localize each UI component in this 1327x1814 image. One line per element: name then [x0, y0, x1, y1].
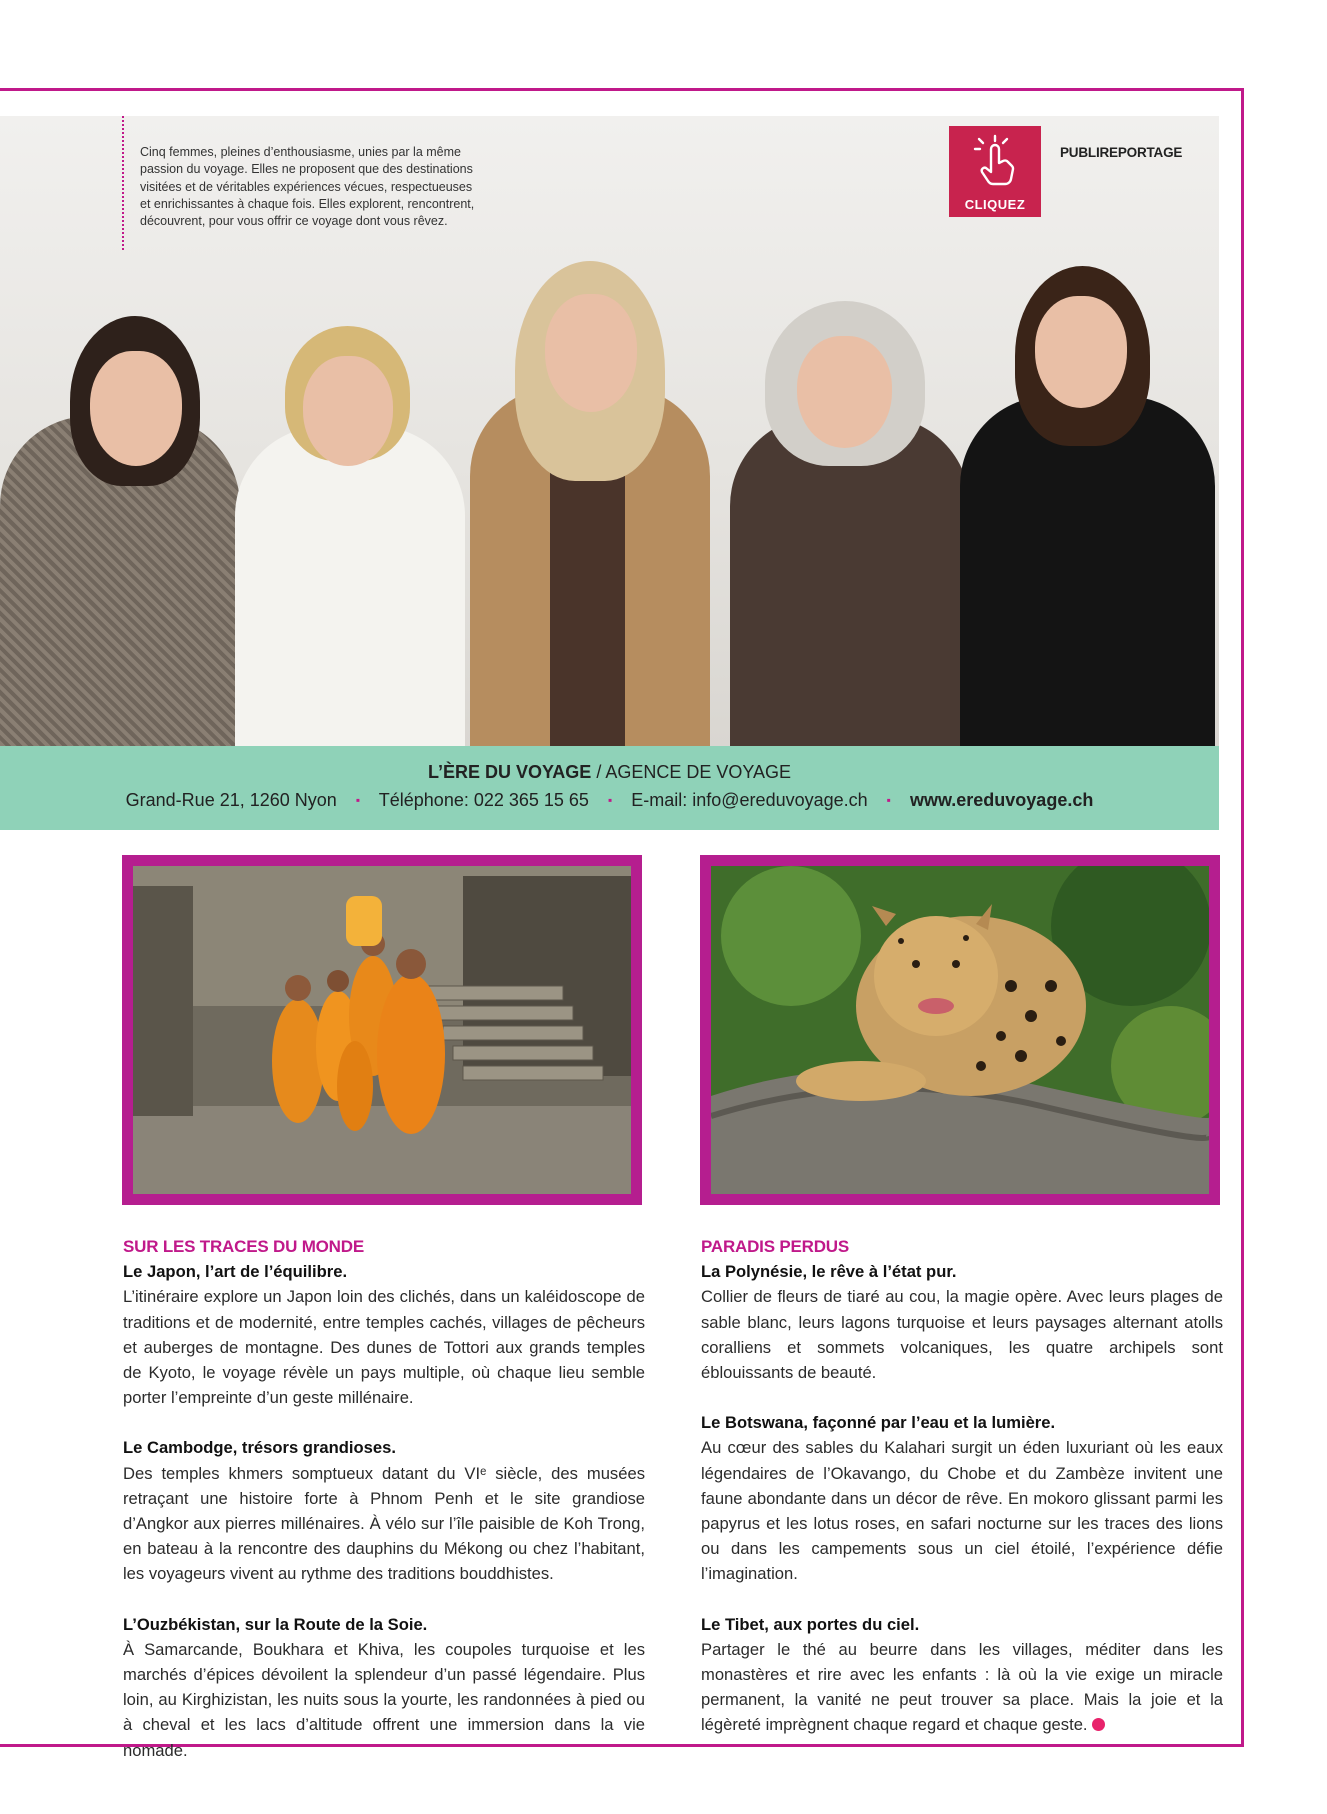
monks-photo	[122, 855, 642, 1205]
subheading-ouzbekistan: L’Ouzbékistan, sur la Route de la Soie.	[123, 1614, 428, 1634]
paragraph-japon: L’itinéraire explore un Japon loin des clichés, dans un kaléidoscope de traditions et de modernité, entre temples cachés, villages de pêcheurs et auberges de montagne. Des dunes de Tottori aux grands temples de Kyoto, le voyage révèle un pays multiple, où chaque lieu semble porter l’empreinte d’un geste millénaire.	[123, 1287, 645, 1408]
agency-address: Grand-Rue 21, 1260 Nyon	[125, 790, 337, 810]
paragraph-botswana: Au cœur des sables du Kalahari surgit un éden luxuriant où les eaux légendaires de l’Okavango, du Chobe et du Zambèze invitent une faune abondante dans un décor de rêve. En mokoro glissant parmi les papyrus et les lotus roses, en safari nocturne sur les traces des lions ou dans les campements sous un ciel étoilé, l’expérience défie l’imagination.	[701, 1438, 1223, 1584]
section-heading-paradis: PARADIS PERDUS	[701, 1237, 850, 1256]
agency-phone[interactable]: Téléphone: 022 365 15 65	[378, 790, 589, 810]
agency-website-link[interactable]: www.ereduvoyage.ch	[909, 790, 1094, 810]
paragraph-tibet-wrap	[701, 1637, 1223, 1738]
person-4	[725, 276, 975, 746]
subheading-botswana: Le Botswana, façonné par l’eau et la lumière.	[701, 1413, 1056, 1433]
cliquez-button[interactable]	[949, 126, 1041, 217]
separator-3: ▪	[886, 793, 891, 807]
agency-title	[0, 762, 1219, 783]
cliquez-label: CLIQUEZ	[964, 197, 1026, 212]
agency-email[interactable]: E-mail: info@ereduvoyage.ch	[631, 790, 868, 810]
paragraph-ouzbekistan: À Samarcande, Boukhara et Khiva, les coupoles turquoise et les marchés d’épices dévoilent la splendeur d’un passé légendaire. Plus loin, au Kirghizistan, les nuits sous la yourte, les randonnées à pied ou à cheval et les lacs d’altitude offrent une immersion dans la vie nomade.	[123, 1639, 645, 1760]
separator-2: ▪	[607, 793, 613, 807]
person-2	[225, 306, 475, 746]
subheading-tibet: Le Tibet, aux portes du ciel.	[701, 1614, 920, 1634]
paragraph-cambodge: Des temples khmers somptueux datant du VIᵉ siècle, des musées retraçant une histoire forte à Phnom Penh et le site grandiose d’Angkor aux pierres millénaires. À vélo sur l’île paisible de Koh Trong, en bateau à la rencontre des dauphins du Mékong ou chez l’habitant, les voyageurs vivent au rythme des traditions bouddhistes.	[123, 1463, 645, 1584]
caption-text: Cinq femmes, pleines d’enthousiasme, unies par la même passion du voyage. Elles ne proposent que des destinations visitées et de véritables expériences vécues, respectueuses et enrichissantes à chaque fois. Elles explorent, rencontrent, découvrent, pour vous offrir ce voyage dont vous rêvez.	[140, 145, 475, 229]
end-mark-icon	[1092, 1718, 1105, 1731]
tap-hand-icon	[971, 133, 1019, 187]
photo-caption	[122, 116, 482, 250]
section-heading-traces: SUR LES TRACES DU MONDE	[123, 1237, 364, 1256]
article-left-column	[123, 1234, 645, 1763]
paragraph-tibet: Partager le thé au beurre dans les villages, méditer dans les monastères et rire avec les enfants : là où la vie exige un miracle permanent, la vanité ne peut trouver sa place. Mais la joie et la légèreté imprègnent chaque regard et chaque geste.	[701, 1639, 1223, 1735]
leopard-photo	[700, 855, 1220, 1205]
agency-contacts	[0, 790, 1219, 811]
paragraph-polynesie: Collier de fleurs de tiaré au cou, la magie opère. Avec leurs plages de sable blanc, leurs lagons turquoise et leurs paysages alternant atolls coralliens et sommets volcaniques, les quatre archipels sont éblouissants de beauté.	[701, 1287, 1223, 1383]
subheading-polynesie: La Polynésie, le rêve à l’état pur.	[701, 1262, 957, 1282]
agency-type: / AGENCE DE VOYAGE	[591, 762, 792, 782]
subheading-japon: Le Japon, l’art de l’équilibre.	[123, 1262, 348, 1282]
publireportage-label: PUBLIREPORTAGE	[1060, 145, 1183, 160]
monks-illustration	[133, 866, 631, 1194]
subheading-cambodge: Le Cambodge, trésors grandioses.	[123, 1438, 396, 1458]
agency-name: L’ÈRE DU VOYAGE	[427, 762, 592, 782]
separator-1: ▪	[355, 793, 361, 807]
article-right-column	[701, 1234, 1223, 1738]
leopard-illustration	[711, 866, 1209, 1194]
agency-contact-band	[0, 746, 1219, 830]
person-1	[0, 296, 250, 746]
person-5	[960, 246, 1219, 746]
person-3	[465, 246, 715, 746]
